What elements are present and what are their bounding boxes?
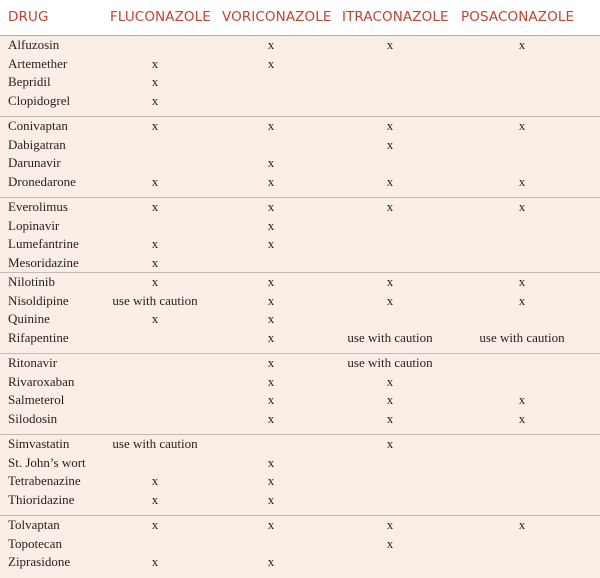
table-row: Rifapentine x use with caution use with caution — [8, 329, 565, 345]
drug-name: Alfuzosin — [8, 37, 60, 52]
table-row: Everolimus x x x x — [8, 199, 526, 214]
table-row: St. John’s wort x — [8, 454, 275, 470]
table-row: Tolvaptan x x x x — [8, 517, 526, 532]
drug-name: Simvastatin — [8, 436, 70, 451]
table-row: Lumefantrine x x — [8, 236, 275, 252]
table-row: Salmeterol x x x — [8, 392, 526, 408]
header-posaconazole: POSACONAZOLE — [461, 9, 575, 25]
header-drug: DRUG — [8, 9, 49, 25]
drug-name: Everolimus — [8, 199, 68, 214]
drug-name: Mesoridazine — [8, 254, 79, 270]
table-header — [0, 0, 600, 36]
table-row: Clopidogrel x — [8, 92, 159, 108]
drug-name: Dronedarone — [8, 173, 76, 189]
drug-name: Rifapentine — [8, 329, 69, 345]
drug-name: Conivaptan — [8, 118, 68, 133]
row-group — [0, 353, 600, 435]
drug-name: Nisoldipine — [8, 292, 69, 308]
table-row: Tetrabenazine x x — [8, 473, 275, 489]
header-fluconazole: FLUCONAZOLE — [110, 9, 211, 25]
table-row: Dronedarone x x x x — [8, 173, 526, 189]
table-row: Alfuzosin x x x — [8, 37, 526, 52]
header-itraconazole: ITRACONAZOLE — [342, 9, 449, 25]
table-row: Thioridazine x x — [8, 491, 275, 507]
drug-name: Thioridazine — [8, 491, 75, 507]
table-row: Simvastatin use with caution x — [8, 436, 394, 451]
row-group — [0, 272, 600, 354]
drug-name: Silodosin — [8, 410, 58, 426]
row-group — [0, 515, 600, 578]
drug-name: Lumefantrine — [8, 236, 79, 252]
drug-name: Ritonavir — [8, 355, 58, 370]
header-voriconazole: VORICONAZOLE — [222, 9, 332, 25]
drug-name: Tetrabenazine — [8, 473, 81, 489]
drug-name: Darunavir — [8, 155, 61, 171]
drug-name: Bepridil — [8, 74, 51, 90]
drug-name: Quinine — [8, 311, 50, 327]
drug-name: Tolvaptan — [8, 517, 60, 532]
table-row: Quinine x x — [8, 311, 275, 327]
drug-name: Nilotinib — [8, 274, 55, 289]
table-row: Artemether x x — [8, 55, 275, 71]
row-group — [0, 434, 600, 516]
table-row: Bepridil x — [8, 74, 159, 90]
drug-name: Salmeterol — [8, 392, 65, 408]
drug-name: Rivaroxaban — [8, 373, 75, 389]
table-row: Ritonavir x use with caution — [8, 355, 433, 370]
drug-name: Topotecan — [8, 535, 62, 551]
table-row: Darunavir x — [8, 155, 275, 171]
row-group — [0, 35, 600, 117]
table-row: Rivaroxaban x x — [8, 373, 394, 389]
table-row: Silodosin x x x — [8, 410, 526, 426]
row-group — [0, 197, 600, 273]
table-row: Dabigatran x — [8, 136, 394, 152]
table-row: Mesoridazine x — [8, 254, 159, 270]
drug-name: Clopidogrel — [8, 92, 71, 108]
drug-name: Artemether — [8, 55, 68, 71]
table-row: Nilotinib x x x x — [8, 274, 526, 289]
table-row: Nisoldipine use with caution x x x — [8, 292, 526, 308]
table-row: Ziprasidone x x — [8, 554, 275, 570]
table-row: Conivaptan x x x x — [8, 118, 526, 133]
drug-name: St. John’s wort — [8, 454, 86, 470]
drug-name: Dabigatran — [8, 136, 66, 152]
drug-name: Ziprasidone — [8, 554, 71, 570]
row-group — [0, 116, 600, 198]
drug-name: Lopinavir — [8, 217, 60, 233]
table-row: Topotecan x — [8, 535, 394, 551]
table-row: Lopinavir x — [8, 217, 275, 233]
